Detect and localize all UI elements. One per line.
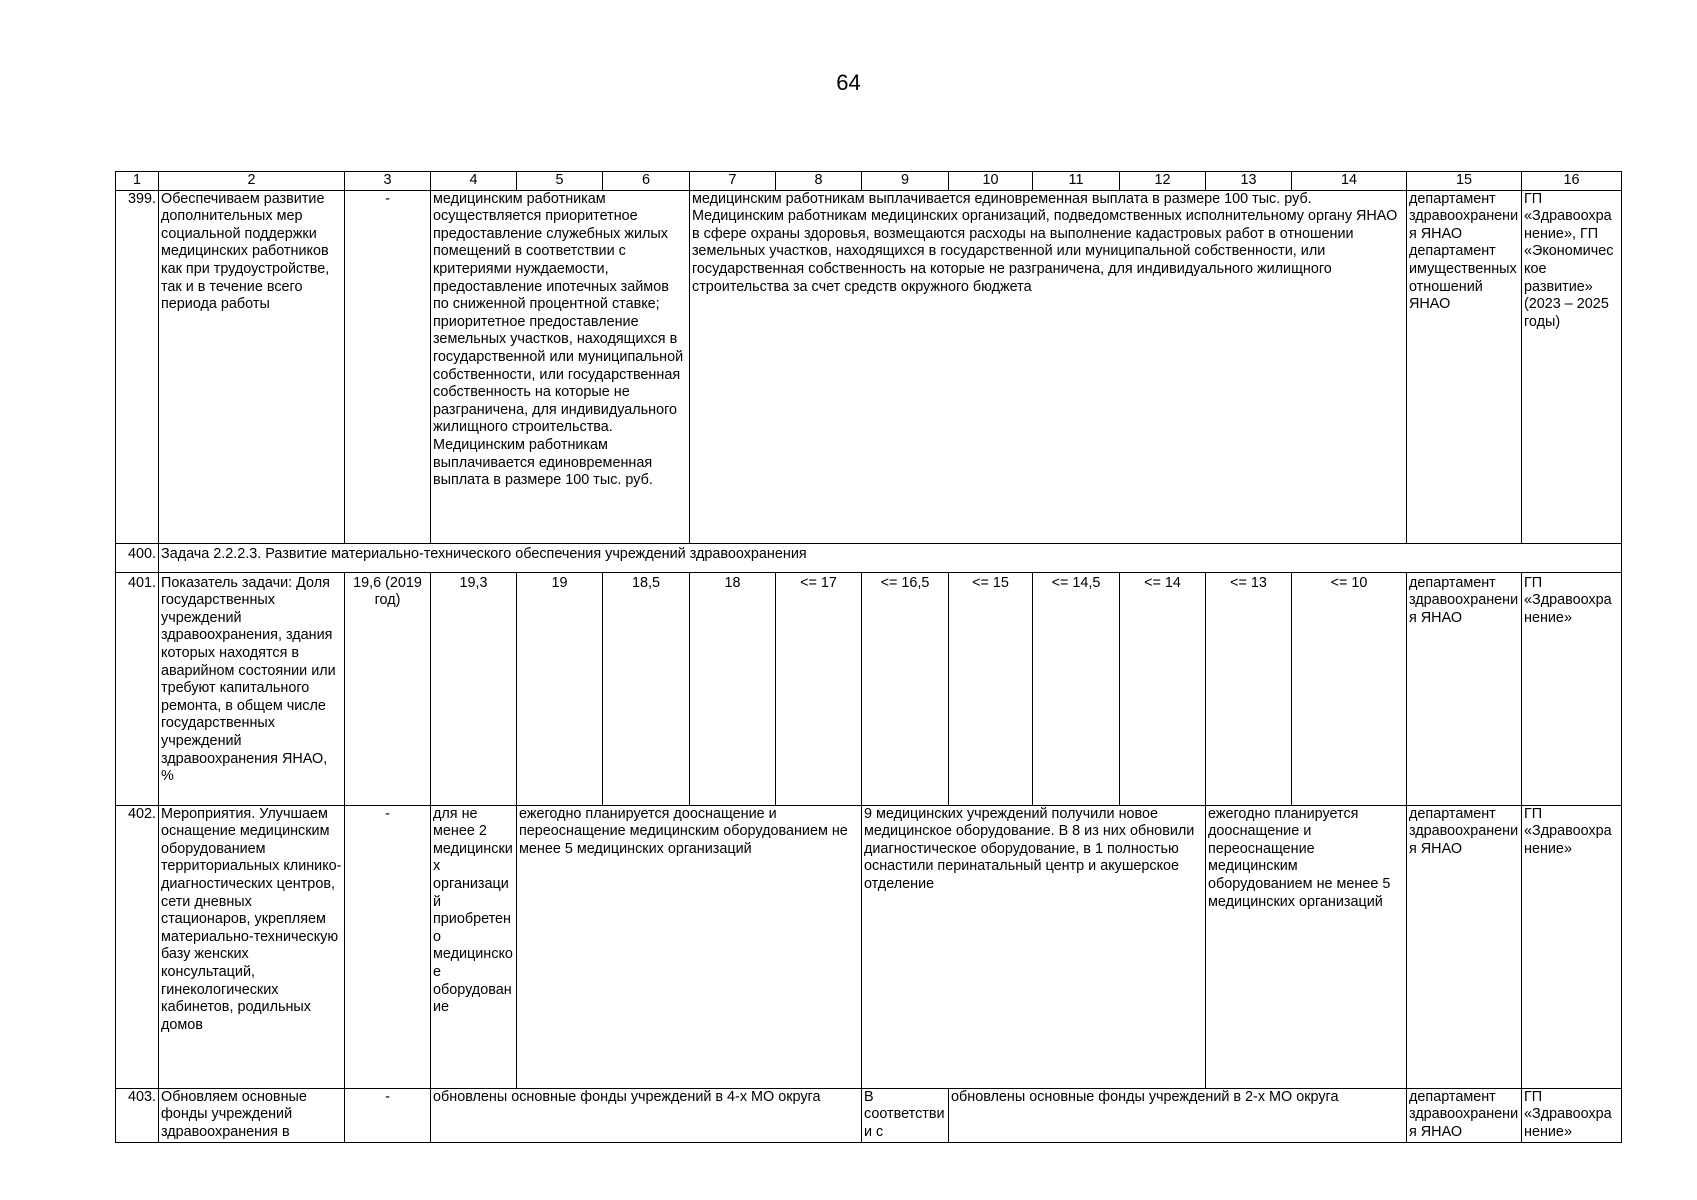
- target-value: 19,3: [431, 572, 517, 805]
- target-value: <= 16,5: [862, 572, 949, 805]
- column-header: 14: [1292, 172, 1407, 191]
- row-number: 402.: [116, 805, 159, 1088]
- column-header: 1: [116, 172, 159, 191]
- target-value: 18: [690, 572, 776, 805]
- state-program: ГП «Здравоохранение», ГП «Экономическое развитие» (2023 – 2025 годы): [1522, 190, 1622, 543]
- column-header: 8: [776, 172, 862, 191]
- row-number: 399.: [116, 190, 159, 543]
- period-description: для не менее 2 медицинских организаций приобретено медицинское оборудование: [431, 805, 517, 1088]
- base-value: -: [345, 1088, 431, 1142]
- column-header: 9: [862, 172, 949, 191]
- period-description: обновлены основные фонды учреждений в 2-х МО округа: [949, 1088, 1407, 1142]
- period-description: 9 медицинских учреждений получили новое медицинское оборудование. В 8 из них обновили диагностическое оборудование, в 1 полностью оснастили перинатальный центр и акушерское отделение: [862, 805, 1206, 1088]
- measure-name: Обновляем основные фонды учреждений здравоохранения в: [159, 1088, 345, 1142]
- responsible-executor: департамент здравоохранения ЯНАО: [1407, 572, 1522, 805]
- state-program: ГП «Здравоохранение»: [1522, 1088, 1622, 1142]
- task-heading: Задача 2.2.2.3. Развитие материально-технического обеспечения учреждений здравоохранения: [159, 543, 1622, 572]
- base-value: 19,6 (2019 год): [345, 572, 431, 805]
- measure-name: Обеспечиваем развитие дополнительных мер социальной поддержки медицинских работников как при трудоустройстве, так и в течение всего периода работы: [159, 190, 345, 543]
- target-value: <= 14,5: [1033, 572, 1120, 805]
- base-value: -: [345, 190, 431, 543]
- target-value: <= 13: [1206, 572, 1292, 805]
- column-header: 12: [1120, 172, 1206, 191]
- period-description: медицинским работникам осуществляется приоритетное предоставление служебных жилых помещений в соответствии с критериями нуждаемости, предоставление ипотечных займов по сниженной процентной ставке; приоритетное предоставление земельных участков, находящихся в государственной или муниципальной собственности, или государственная собственность на которые не разграничена, для индивидуального жилищного строительства. Медицинским работникам выплачивается единовременная выплата в размере 100 тыс. руб.: [431, 190, 690, 543]
- table-row: [116, 1088, 1622, 1142]
- base-value: -: [345, 805, 431, 1088]
- target-value: 19: [517, 572, 603, 805]
- column-header: 15: [1407, 172, 1522, 191]
- column-header: 11: [1033, 172, 1120, 191]
- column-header: 10: [949, 172, 1033, 191]
- period-description: ежегодно планируется дооснащение и переоснащение медицинским оборудованием не менее 5 медицинских организаций: [517, 805, 862, 1088]
- row-number: 401.: [116, 572, 159, 805]
- row-number: 400.: [116, 543, 159, 572]
- column-header: 5: [517, 172, 603, 191]
- column-header: 2: [159, 172, 345, 191]
- table-row: [116, 572, 1622, 805]
- column-header: 7: [690, 172, 776, 191]
- period-description: В соответствии с: [862, 1088, 949, 1142]
- table-row: [116, 190, 1622, 543]
- responsible-executor: департамент здравоохранения ЯНАО департамент имущественных отношений ЯНАО: [1407, 190, 1522, 543]
- state-program: ГП «Здравоохранение»: [1522, 572, 1622, 805]
- column-header: 16: [1522, 172, 1622, 191]
- target-value: <= 17: [776, 572, 862, 805]
- column-number-row: [116, 172, 1622, 191]
- responsible-executor: департамент здравоохранения ЯНАО: [1407, 805, 1522, 1088]
- row-number: 403.: [116, 1088, 159, 1142]
- target-value: 18,5: [603, 572, 690, 805]
- measure-name: Мероприятия. Улучшаем оснащение медицинским оборудованием территориальных клинико-диагностических центров, сети дневных стационаров, укрепляем материально-техническую базу женских консультаций, гинекологических кабинетов, родильных домов: [159, 805, 345, 1088]
- table-row: [116, 543, 1622, 572]
- target-value: <= 14: [1120, 572, 1206, 805]
- column-header: 4: [431, 172, 517, 191]
- measures-table: [115, 171, 1622, 1143]
- column-header: 3: [345, 172, 431, 191]
- target-value: <= 15: [949, 572, 1033, 805]
- period-description: обновлены основные фонды учреждений в 4-х МО округа: [431, 1088, 862, 1142]
- responsible-executor: департамент здравоохранения ЯНАО: [1407, 1088, 1522, 1142]
- state-program: ГП «Здравоохранение»: [1522, 805, 1622, 1088]
- table-row: [116, 805, 1622, 1088]
- target-value: <= 10: [1292, 572, 1407, 805]
- page-number: 64: [836, 70, 861, 95]
- column-header: 6: [603, 172, 690, 191]
- indicator-name: Показатель задачи: Доля государственных учреждений здравоохранения, здания которых находятся в аварийном состоянии или требуют капитального ремонта, в общем числе государственных учреждений здравоохранения ЯНАО, %: [159, 572, 345, 805]
- period-description: медицинским работникам выплачивается единовременная выплата в размере 100 тыс. руб. Медицинским работникам медицинских организаций, подведомственных исполнительному органу ЯНАО в сфере охраны здоровья, возмещаются расходы на выполнение кадастровых работ в отношении земельных участков, находящихся в государственной или муниципальной собственности, или государственная собственность на которые не разграничена, для индивидуального жилищного строительства за счет средств окружного бюджета: [690, 190, 1407, 543]
- column-header: 13: [1206, 172, 1292, 191]
- period-description: ежегодно планируется дооснащение и переоснащение медицинским оборудованием не менее 5 медицинских организаций: [1206, 805, 1407, 1088]
